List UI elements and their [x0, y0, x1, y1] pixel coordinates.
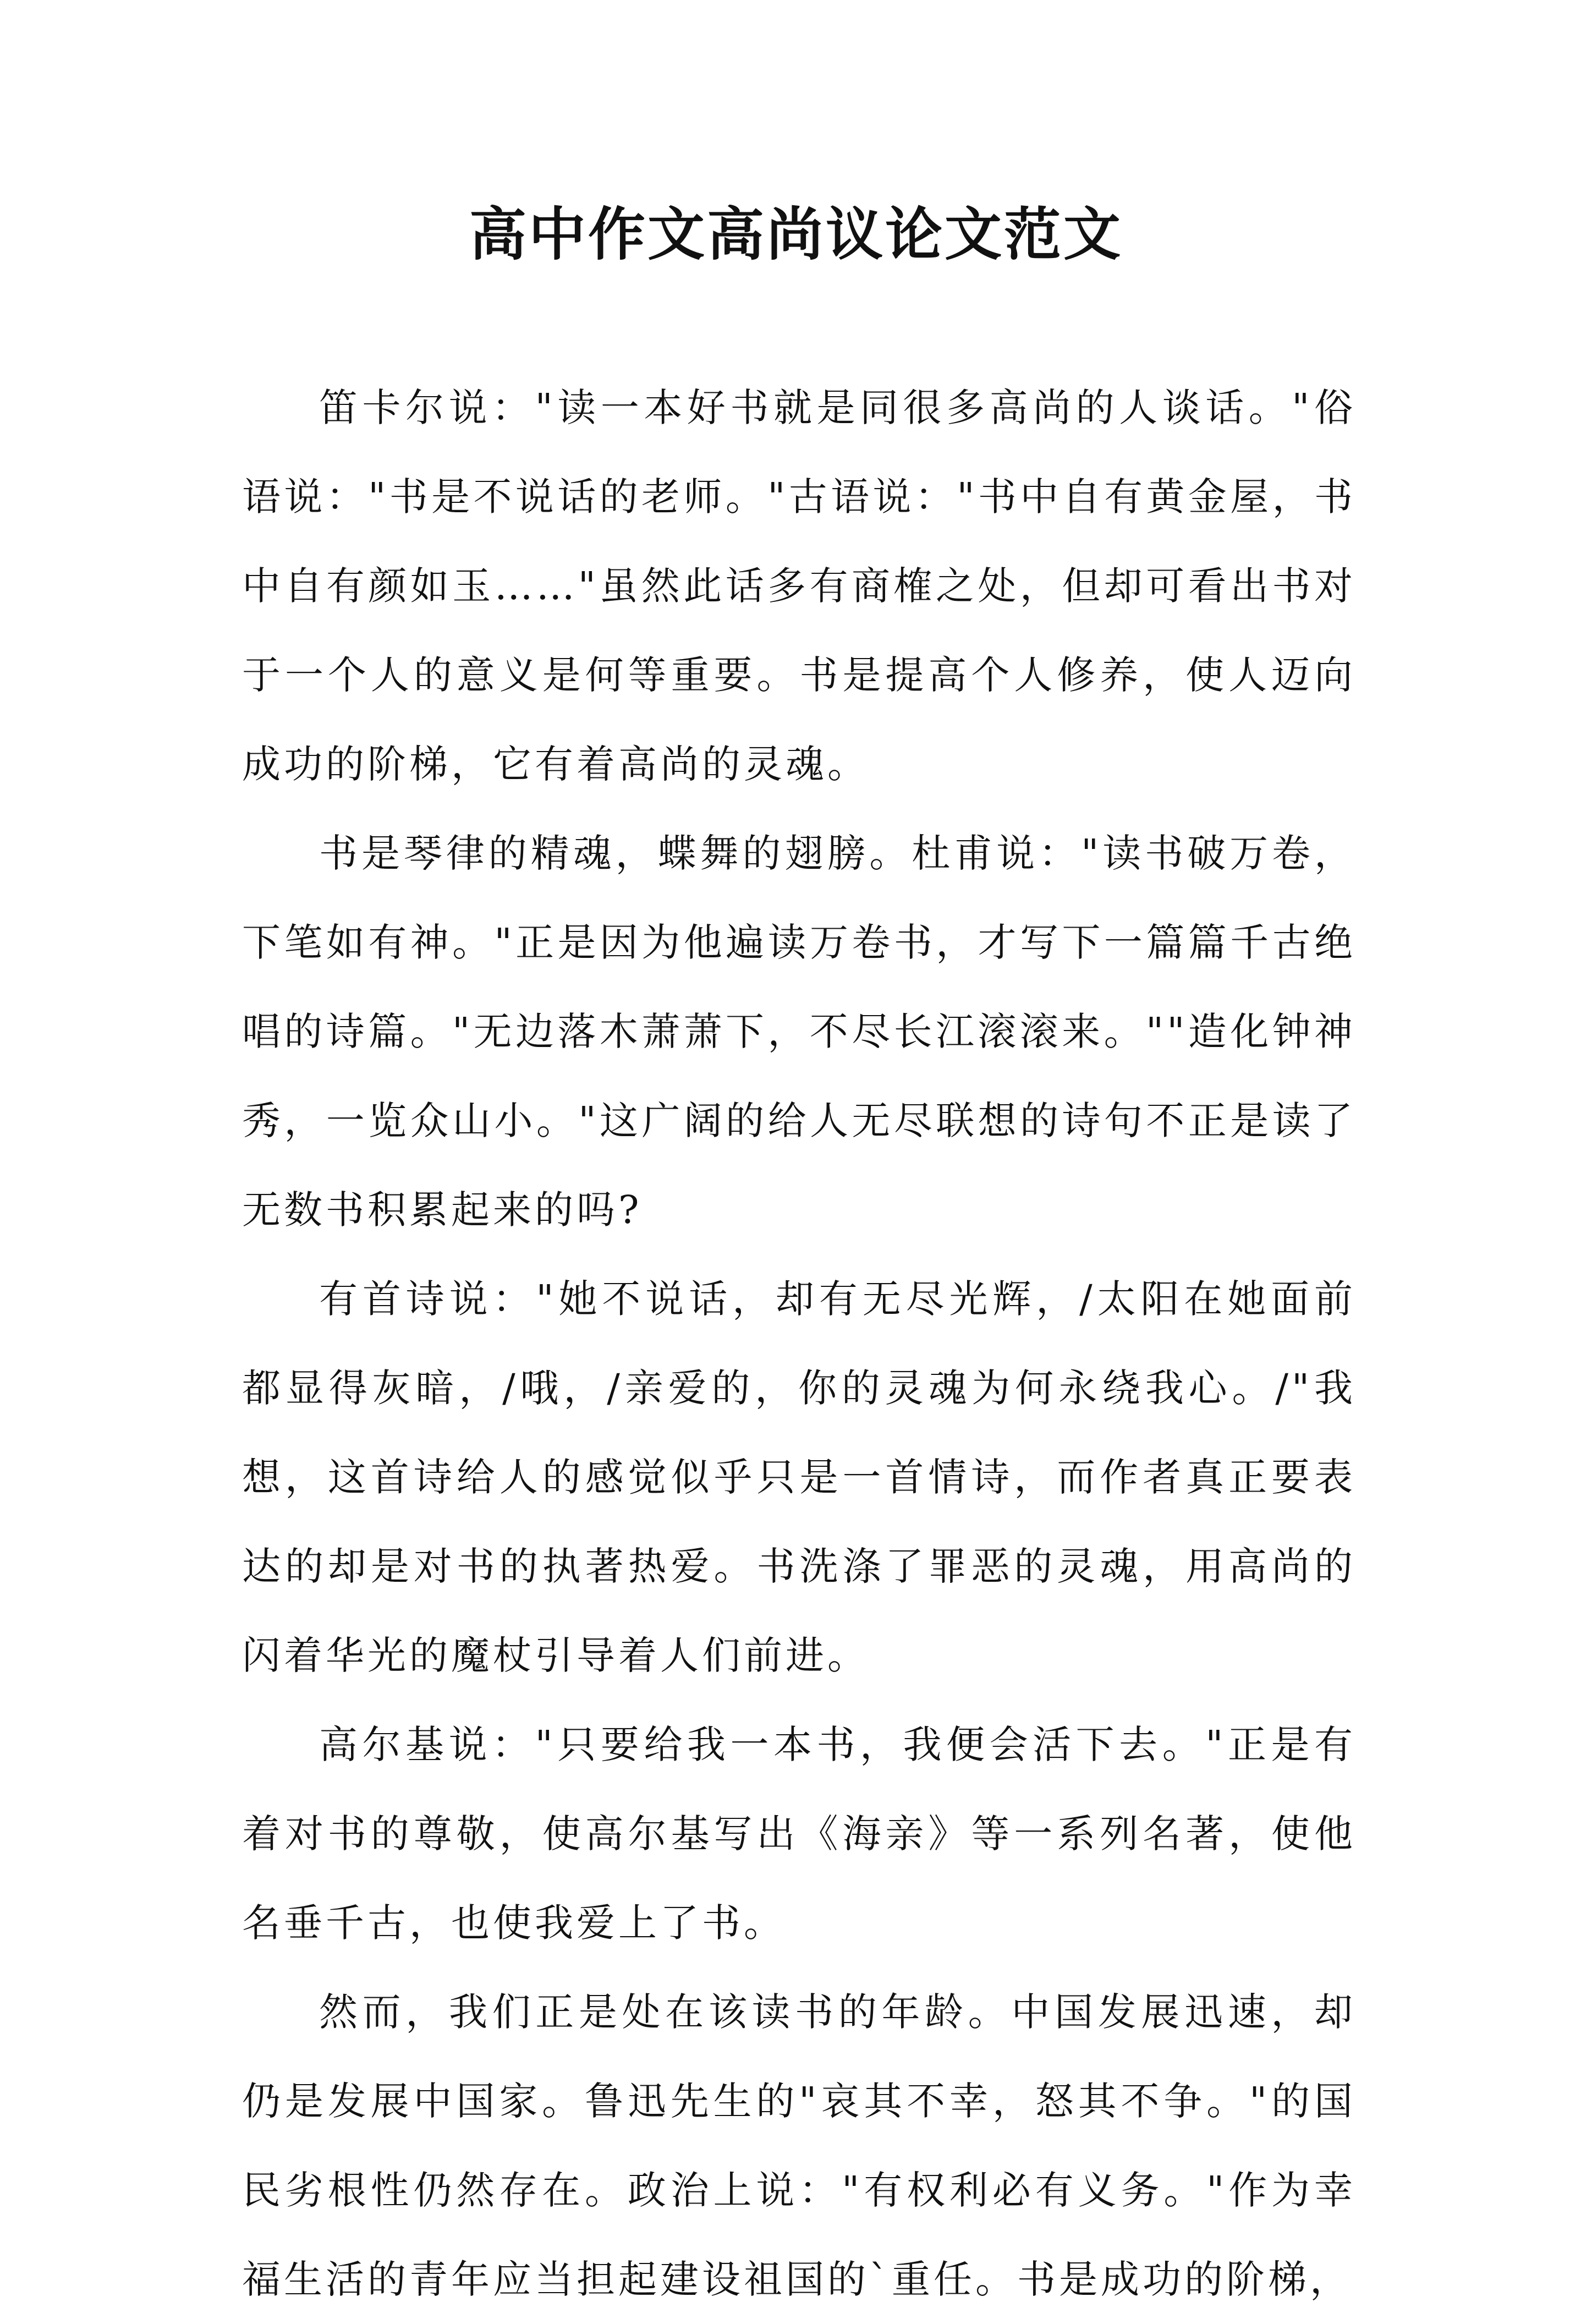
paragraph-5: 然而，我们正是处在该读书的年龄。中国发展迅速，却仍是发展中国家。鲁迅先生的"哀其不幸，怒其不争。"的国民劣根性仍然存在。政治上说："有权利必有义务。"作为幸福生活的青年应当担起建设祖国的`重任。书是成功的阶梯， — [242, 1989, 1356, 2302]
paragraph-2: 书是琴律的精魂，蝶舞的翅膀。杜甫说："读书破万卷，下笔如有神。"正是因为他遍读万卷书，才写下一篇篇千古绝唱的诗篇。"无边落木萧萧下，不尽长江滚滚来。""造化钟神秀，一览众山小。"这广阔的给人无尽联想的诗句不正是读了无数书积累起来的吗? — [242, 831, 1356, 1232]
paragraph-1: 笛卡尔说："读一本好书就是同很多高尚的人谈话。"俗语说："书是不说话的老师。"古语说："书中自有黄金屋，书中自有颜如玉……"虽然此话多有商榷之处，但却可看出书对于一个人的意义是何等重要。书是提高个人修养，使人迈向成功的阶梯，它有着高尚的灵魂。 — [242, 385, 1356, 787]
paragraph-4: 高尔基说："只要给我一本书，我便会活下去。"正是有着对书的尊敬，使高尔基写出《海亲》等一系列名著，使他名垂千古，也使我爱上了书。 — [242, 1722, 1356, 1945]
document-body — [242, 363, 1356, 2324]
paragraph-3: 有首诗说："她不说话，却有无尽光辉，/太阳在她面前都显得灰暗，/哦，/亲爱的，你的灵魂为何永绕我心。/"我想，这首诗给人的感觉似乎只是一首情诗，而作者真正要表达的却是对书的执著热爱。书洗涤了罪恶的灵魂，用高尚的闪着华光的魔杖引导着人们前进。 — [242, 1276, 1356, 1678]
document-title: 高中作文高尚议论文范文 — [469, 200, 1123, 268]
